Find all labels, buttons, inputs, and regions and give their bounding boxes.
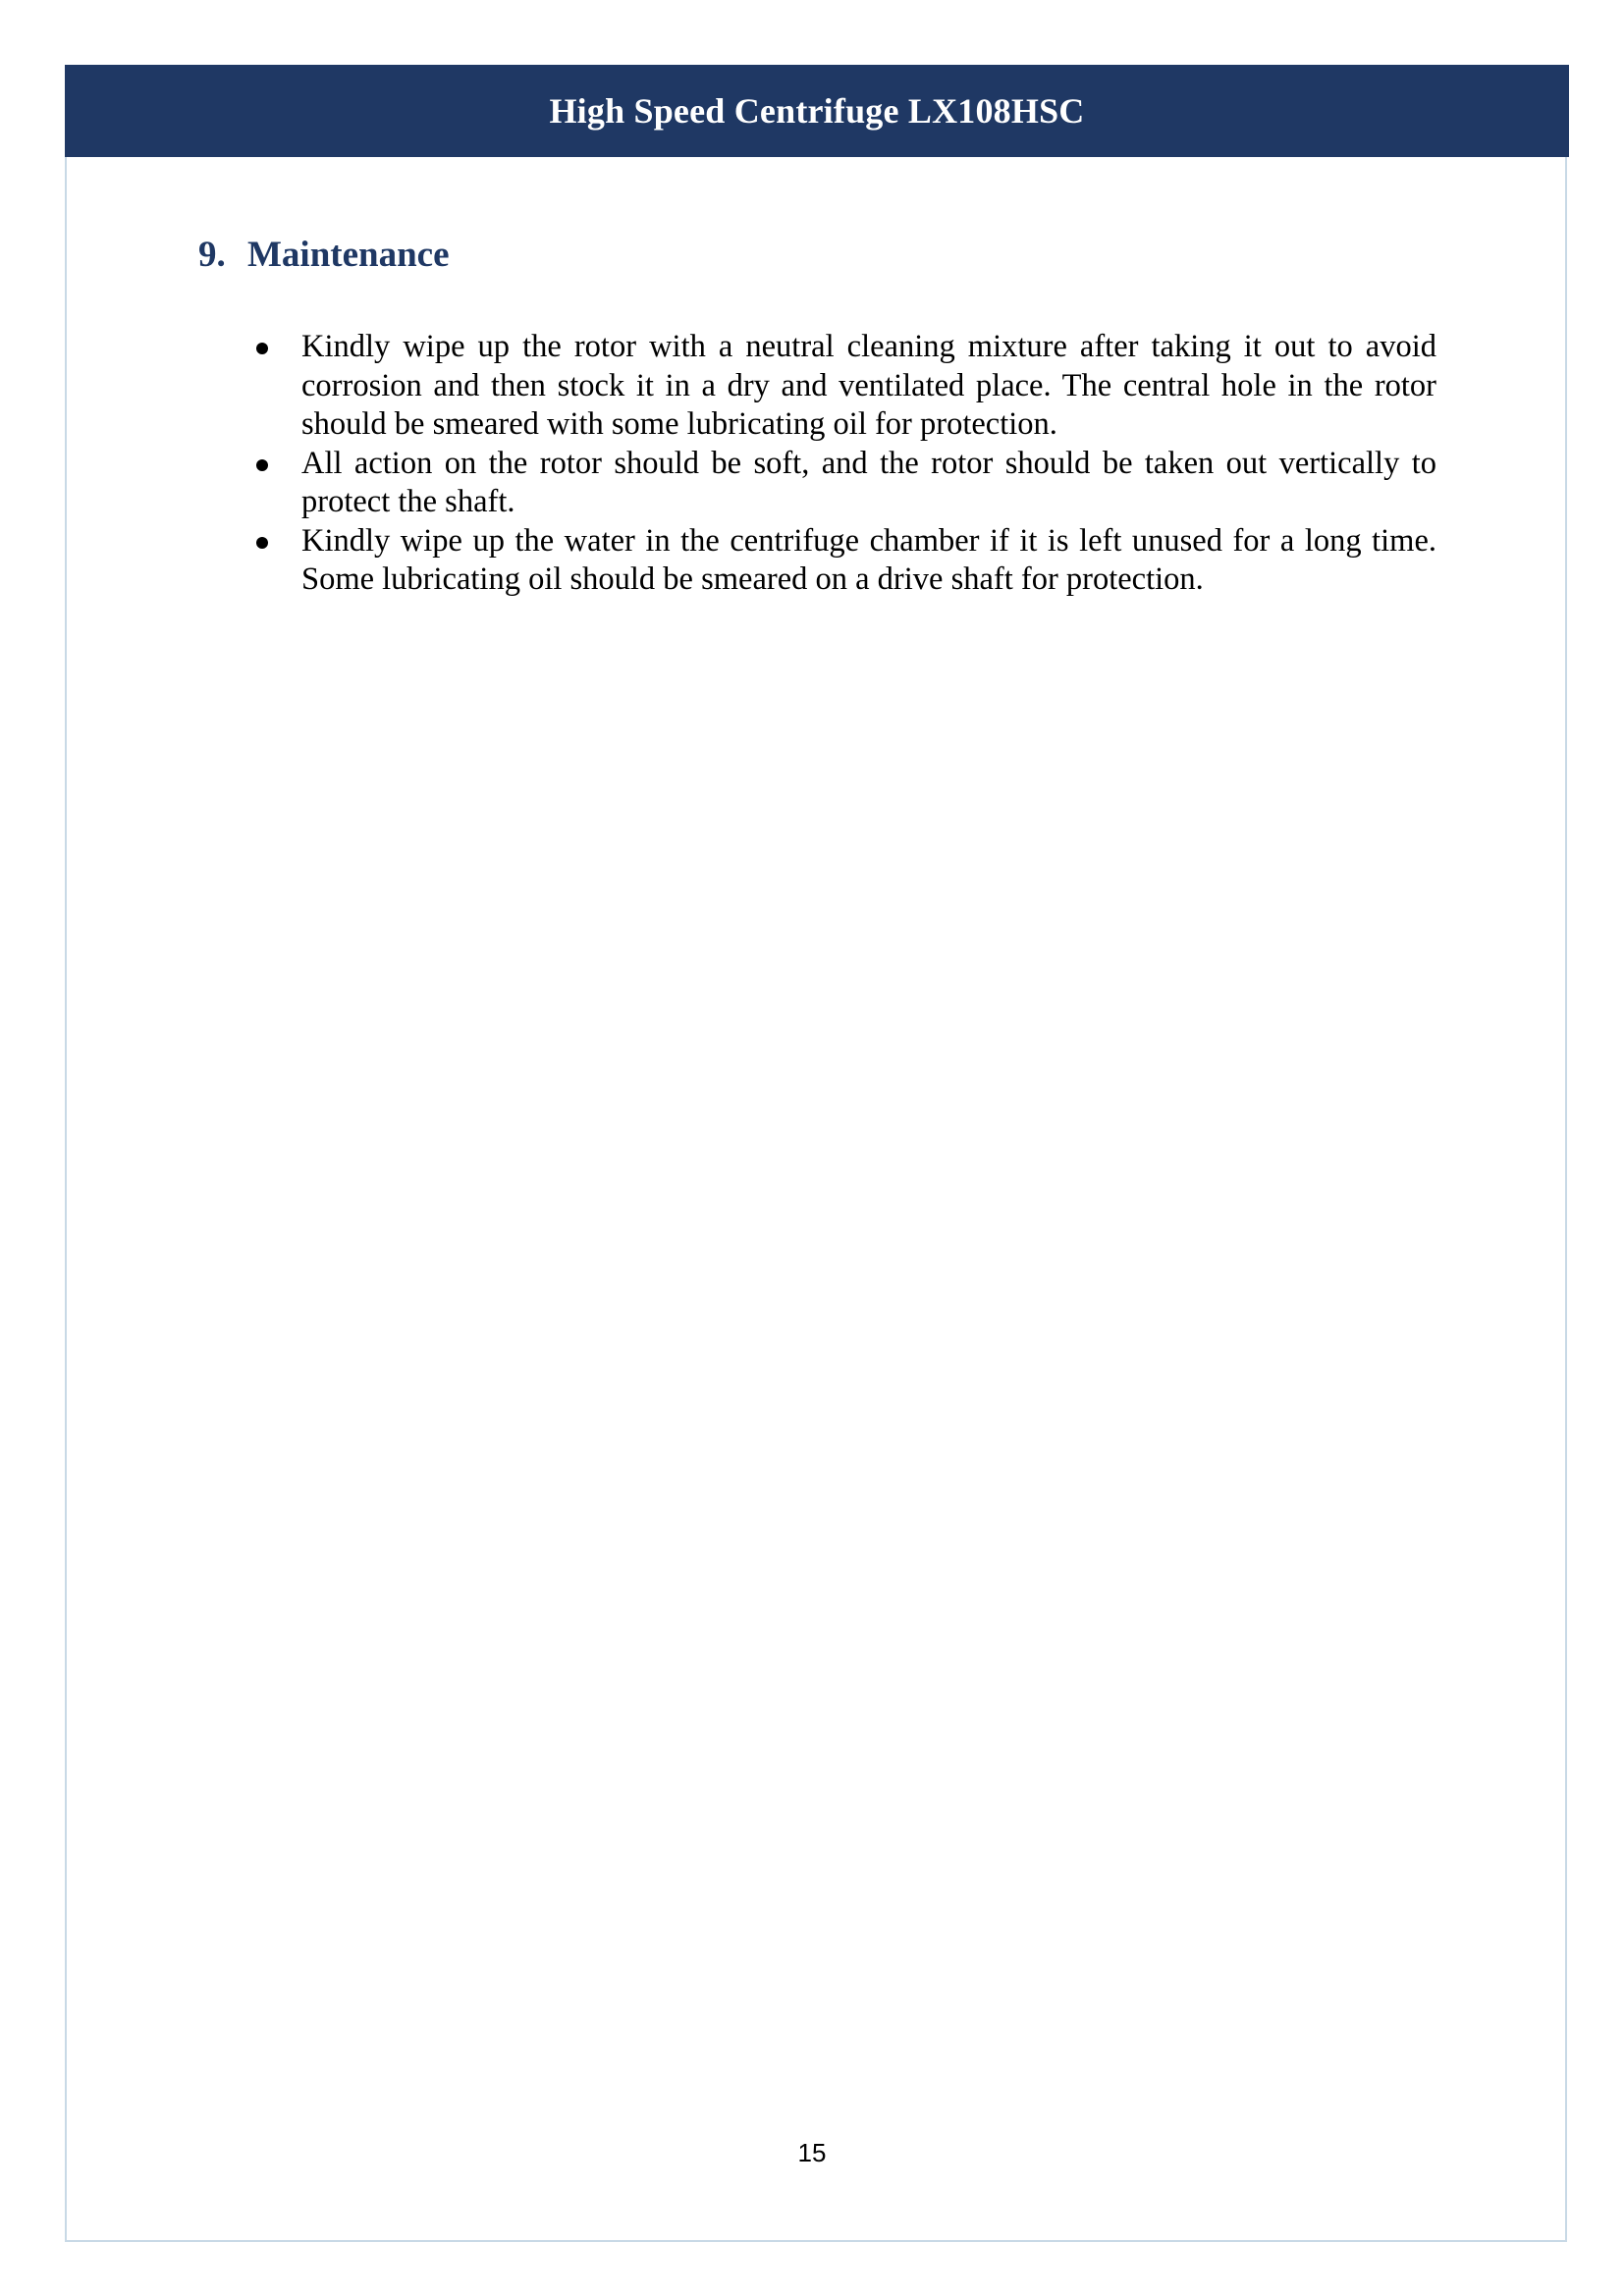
document-title: High Speed Centrifuge LX108HSC [549, 91, 1085, 131]
list-item-text: All action on the rotor should be soft, and the rotor should be taken out vertically to protect the shaft. [301, 445, 1436, 519]
bullet-icon [256, 343, 268, 354]
page-number: 15 [797, 2138, 827, 2167]
list-item [245, 522, 1436, 600]
section-heading [198, 234, 450, 276]
maintenance-list [245, 328, 1436, 600]
list-item-text: Kindly wipe up the rotor with a neutral cleaning mixture after taking it out to avoid corrosion and then stock it in a dry and ventilated place. The central hole in the rotor should be smeared with some lubricating oil for protection. [301, 329, 1436, 442]
section-number: 9. [198, 235, 226, 275]
document-header [65, 65, 1569, 157]
bullet-icon [256, 459, 268, 471]
section-title: Maintenance [247, 235, 450, 275]
bullet-icon [256, 537, 268, 549]
list-item [245, 328, 1436, 445]
list-item-text: Kindly wipe up the water in the centrifuge chamber if it is left unused for a long time. Some lubricating oil should be smeared on a drive shaft for protection. [301, 522, 1436, 597]
list-item [245, 445, 1436, 522]
